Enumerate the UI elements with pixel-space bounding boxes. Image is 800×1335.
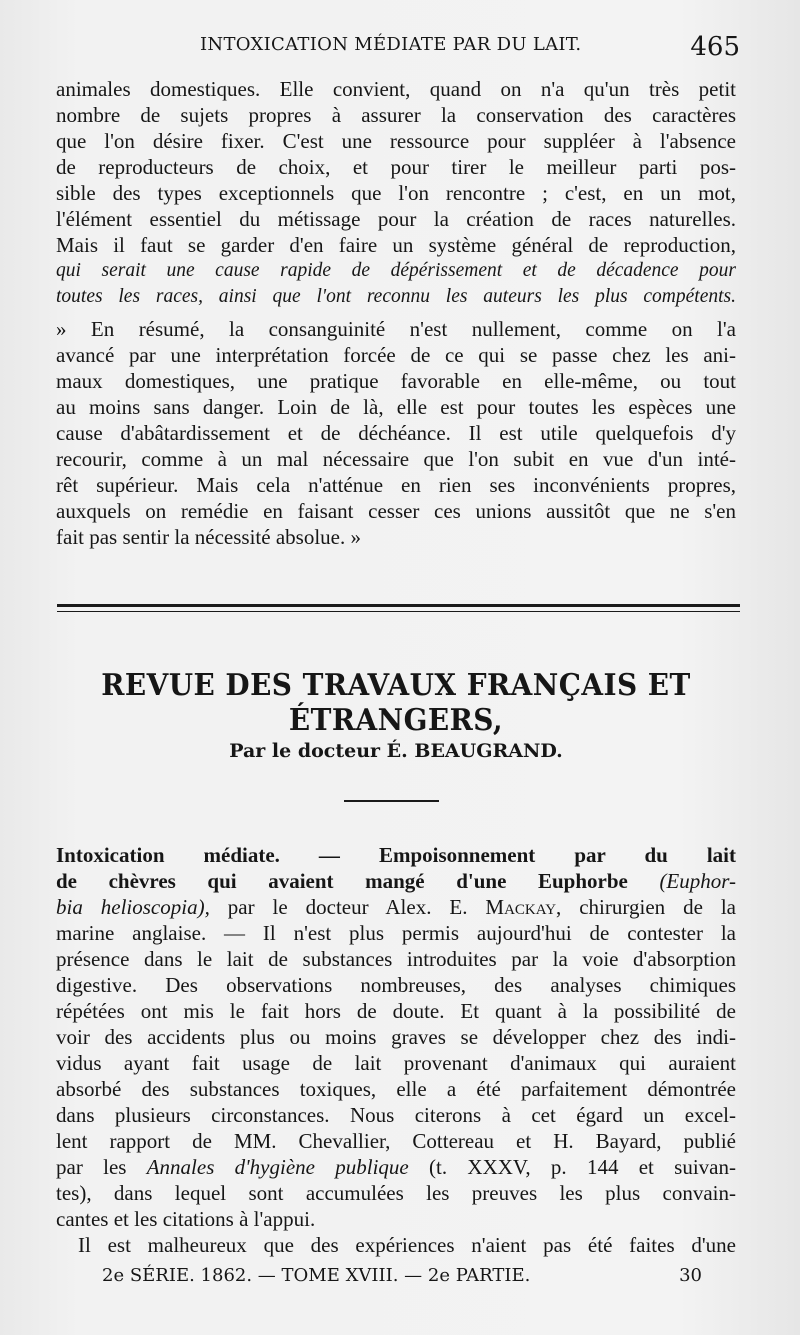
species-name: bia helioscopia),	[56, 895, 210, 919]
text-fragment: par les	[56, 1155, 147, 1179]
journal-title: Annales d'hygiène publique	[146, 1155, 409, 1179]
text-line: auxquels on remédie en faisant cesser ces unions aussitôt que ne s'en	[56, 499, 736, 523]
page-header	[60, 32, 740, 64]
text-line: » En résumé, la consanguinité n'est nullement, comme on l'a	[56, 317, 736, 341]
rule-thick	[57, 604, 740, 607]
text-line: rêt supérieur. Mais cela n'atténue en rien ses inconvénients propres,	[56, 473, 736, 497]
text-line: cantes et les citations à l'appui.	[56, 1207, 316, 1231]
article	[56, 842, 736, 1258]
author-name: Mackay	[485, 895, 557, 919]
text-line: Il est malheureux que des expériences n'aient pas été faites d'une	[78, 1233, 736, 1257]
section-title: REVUE DES TRAVAUX FRANÇAIS ET ÉTRANGERS,	[101, 668, 691, 738]
text-line: présence dans le lait de substances introduites par la voie d'absorption	[56, 947, 736, 971]
text-line: fait pas sentir la nécessité absolue. »	[56, 525, 361, 549]
text-line: dans plusieurs circonstances. Nous citerons à cet égard un excel-	[56, 1103, 736, 1127]
text-line: avancé par une interprétation forcée de ce qui se passe chez les ani-	[56, 343, 736, 367]
text-line: recourir, comme à un mal nécessaire que l'on subit en vue d'un inté-	[56, 447, 736, 471]
text-line: Mais il faut se garder d'en faire un système général de reproduction,	[56, 233, 736, 257]
running-title: INTOXICATION MÉDIATE PAR DU LAIT.	[200, 34, 582, 55]
text-line: répétées ont mis le fait hors de doute. Et quant à la possibilité de	[56, 999, 736, 1023]
signature-mark: 30	[679, 1265, 702, 1286]
text-line: marine anglaise. — Il n'est plus permis aujourd'hui de contester la	[56, 921, 736, 945]
rule-thin	[57, 611, 740, 612]
text-line: maux domestiques, une pratique favorable en elle-même, ou tout	[56, 369, 736, 393]
text-line: animales domestiques. Elle convient, quand on n'a qu'un très petit	[56, 77, 736, 101]
text-line: absorbé des substances toxiques, elle a été parfaitement démontrée	[56, 1077, 736, 1101]
text-line: de reproducteurs de choix, et pour tirer le meilleur parti pos-	[56, 155, 736, 179]
text-line-italic: qui serait une cause rapide de dépérissement et de décadence pour	[56, 260, 736, 281]
text-line-italic: toutes les races, ainsi que l'ont reconnu les auteurs les plus compétents.	[56, 286, 736, 307]
double-rule	[57, 604, 740, 612]
text-line: tes), dans lequel sont accumulées les preuves les plus convain-	[56, 1181, 736, 1205]
text-line: voir des accidents plus ou moins graves se développer chez des indi-	[56, 1025, 736, 1049]
text-fragment: , chirurgien de la	[556, 895, 736, 919]
article-heading-bold: de chèvres qui avaient mangé d'une Euphorbe	[56, 869, 628, 893]
article-heading-line-2	[56, 868, 736, 894]
text-line: l'élément essentiel du métissage pour la création de races naturelles.	[56, 207, 736, 231]
short-rule	[344, 800, 439, 802]
article-line-annales	[56, 1154, 736, 1180]
text-line: cause d'abâtardissement et de déchéance. Il est utile quelquefois d'y	[56, 421, 736, 445]
text-fragment: (t. XXXV, p. 144 et suivan-	[408, 1155, 736, 1179]
text-line: lent rapport de MM. Chevallier, Cottereau et H. Bayard, publié	[56, 1129, 736, 1153]
text-line: sible des types exceptionnels que l'on rencontre ; c'est, en un mot,	[56, 181, 736, 205]
series-info: 2e SÉRIE. 1862. — TOME XVIII. — 2e PARTIE.	[102, 1265, 531, 1286]
text-line: digestive. Des observations nombreuses, des analyses chimiques	[56, 973, 736, 997]
article-line-3	[56, 894, 736, 920]
article-heading-bold: Intoxication médiate. — Empoisonnement par du lait	[56, 843, 736, 867]
page-number: 465	[690, 32, 740, 62]
text-line: que l'on désire fixer. C'est une ressource pour suppléer à l'absence	[56, 129, 736, 153]
article-heading-italic: (Euphor-	[659, 869, 737, 893]
text-line: nombre de sujets propres à assurer la conservation des caractères	[56, 103, 736, 127]
text-line: vidus ayant fait usage de lait provenant d'animaux qui auraient	[56, 1051, 736, 1075]
paragraph-2	[56, 316, 736, 550]
text-line: au moins sans danger. Loin de là, elle est pour toutes les espèces une	[56, 395, 736, 419]
page-footer	[60, 1265, 740, 1295]
paragraph-1	[56, 76, 736, 310]
byline: Par le docteur É. BEAUGRAND.	[229, 740, 563, 762]
text-fragment: par le docteur Alex. E.	[209, 895, 486, 919]
article-heading-line-1	[56, 842, 736, 868]
